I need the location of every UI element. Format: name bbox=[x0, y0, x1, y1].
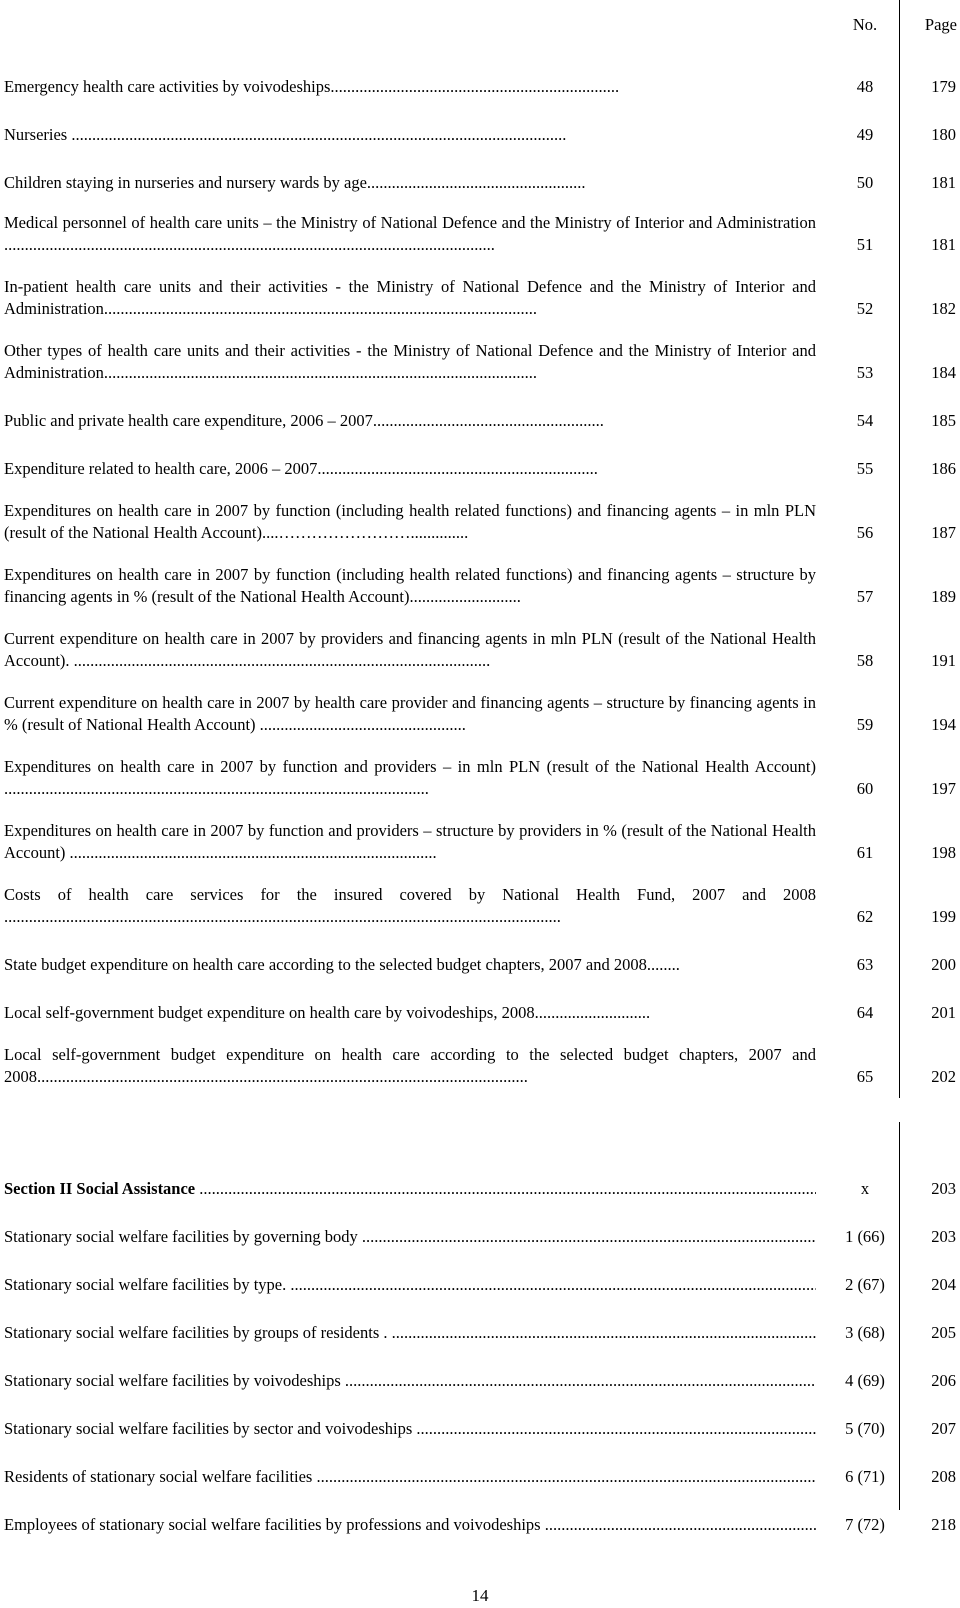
toc-entry-page: 187 bbox=[931, 523, 956, 542]
toc-entry-number: 63 bbox=[856, 955, 874, 974]
toc-entry-title: Public and private health care expenditure, 2006 – 2007........................................................ bbox=[4, 411, 604, 430]
toc-entry-page: 181 bbox=[931, 235, 956, 254]
toc-entry-title: Stationary social welfare facilities by voivodeships ..... bbox=[4, 1370, 816, 1392]
toc-entry-page: 185 bbox=[931, 411, 956, 430]
toc-entry-page: 191 bbox=[931, 651, 956, 670]
toc-entry-title: Expenditures on health care in 2007 by function and providers – structure by providers in % (result of the National Health Account) ......................................................................................... bbox=[4, 821, 816, 862]
toc-entry-page: 200 bbox=[931, 955, 956, 974]
toc-entry[interactable] bbox=[4, 0, 956, 1536]
toc-entry-number: 64 bbox=[856, 1003, 874, 1022]
toc-entry-title: Employees of stationary social welfare facilities by professions and voivodeships ..... bbox=[4, 1514, 816, 1536]
toc-entry-number: 6 (71) bbox=[845, 1467, 885, 1486]
toc-entry-number: 55 bbox=[856, 459, 874, 478]
toc-entry-number: 58 bbox=[856, 651, 874, 670]
section-title: Section II Social Assistance ..... bbox=[4, 1178, 816, 1200]
toc-entry-title: Medical personnel of health care units – the Ministry of National Defence and the Ministry of Interior and Administration ....................................................................................................................... bbox=[4, 213, 816, 254]
toc-entry-page: 184 bbox=[931, 363, 956, 382]
toc-entry-page: 208 bbox=[931, 1467, 956, 1486]
toc-entry-number: 62 bbox=[856, 907, 874, 926]
toc-entry-page: 206 bbox=[931, 1371, 956, 1390]
toc-entry-page: 203 bbox=[931, 1227, 956, 1246]
toc-entry-title: Expenditures on health care in 2007 by function (including health related functions) and financing agents – structure by financing agents in % (result of the National Health Account)........................... bbox=[4, 565, 816, 606]
toc-entry-title: Residents of stationary social welfare facilities ..... bbox=[4, 1466, 816, 1488]
toc-entry-number: 3 (68) bbox=[845, 1323, 885, 1342]
section-number: x bbox=[860, 1179, 870, 1198]
toc-entry-number: 61 bbox=[856, 843, 874, 862]
toc-entry-number: 60 bbox=[856, 779, 874, 798]
toc-entry-number: 5 (70) bbox=[845, 1419, 885, 1438]
toc-entry-page: 189 bbox=[931, 587, 956, 606]
toc-entry-title: Expenditures on health care in 2007 by function (including health related functions) and financing agents – in mln PLN (result of the National Health Account)....…………………….............. bbox=[4, 501, 816, 542]
toc-entry-page: 199 bbox=[931, 907, 956, 926]
toc-entry-number: 1 (66) bbox=[845, 1227, 885, 1246]
toc-entry-title: Current expenditure on health care in 2007 by providers and financing agents in mln PLN (result of the National Health Account). ..................................................................................................... bbox=[4, 629, 816, 670]
toc-entry-page: 201 bbox=[931, 1003, 956, 1022]
toc-entry-title: Stationary social welfare facilities by groups of residents . ..... bbox=[4, 1322, 816, 1344]
toc-entry-number: 65 bbox=[856, 1067, 874, 1086]
header-no-label: No. bbox=[852, 15, 878, 34]
toc-entry-title: Emergency health care activities by voivodeships...................................................................... bbox=[4, 77, 620, 96]
section-page: 203 bbox=[931, 1179, 956, 1198]
toc-entry-title: Other types of health care units and their activities - the Ministry of National Defence and the Ministry of Interior and Administration......................................................................................................... bbox=[4, 341, 816, 382]
toc-entry-title: In-patient health care units and their activities - the Ministry of National Defence and the Ministry of Interior and Administration......................................................................................................... bbox=[4, 277, 816, 318]
toc-entry-page: 182 bbox=[931, 299, 956, 318]
toc-entry-number: 2 (67) bbox=[845, 1275, 885, 1294]
toc-entry-title: Expenditures on health care in 2007 by function and providers – in mln PLN (result of the National Health Account) ....................................................................................................... bbox=[4, 757, 816, 798]
toc-entry-page: 186 bbox=[931, 459, 956, 478]
toc-entry-title: Children staying in nurseries and nursery wards by age..................................................... bbox=[4, 173, 586, 192]
toc-entry-page: 205 bbox=[931, 1323, 956, 1342]
toc-entry-number: 48 bbox=[856, 77, 874, 96]
toc-entry-page: 207 bbox=[931, 1419, 956, 1438]
toc-entry-title: Local self-government budget expenditure on health care by voivodeships, 2008............................ bbox=[4, 1003, 651, 1022]
toc-entry-title: Expenditure related to health care, 2006 – 2007.................................................................... bbox=[4, 459, 598, 478]
toc-entry-number: 54 bbox=[856, 411, 874, 430]
toc-entry-number: 57 bbox=[856, 587, 874, 606]
page-number: 14 bbox=[471, 1586, 489, 1605]
toc-entry-page: 181 bbox=[931, 173, 956, 192]
toc-entry-number: 49 bbox=[856, 125, 874, 144]
toc-entry-number: 53 bbox=[856, 363, 874, 382]
toc-entry-number: 51 bbox=[856, 235, 874, 254]
toc-entry-page: 194 bbox=[931, 715, 956, 734]
toc-entry-title: Stationary social welfare facilities by sector and voivodeships ..... bbox=[4, 1418, 816, 1440]
toc-entry-page: 202 bbox=[931, 1067, 956, 1086]
toc-entry-page: 179 bbox=[931, 77, 956, 96]
toc-entry-page: 198 bbox=[931, 843, 956, 862]
toc-entry-number: 52 bbox=[856, 299, 874, 318]
toc-entry-page: 197 bbox=[931, 779, 956, 798]
toc-entry-page: 180 bbox=[931, 125, 956, 144]
header-page-label: Page bbox=[924, 15, 957, 34]
toc-entry-number: 59 bbox=[856, 715, 874, 734]
toc-entry-number: 50 bbox=[856, 173, 874, 192]
toc-entry-number: 7 (72) bbox=[845, 1515, 885, 1534]
toc-entry-title: Nurseries ........................................................................................................................ bbox=[4, 125, 567, 144]
toc-entry-title: Stationary social welfare facilities by type. ..... bbox=[4, 1274, 816, 1296]
toc-entry-number: 4 (69) bbox=[845, 1371, 885, 1390]
toc-entry-title: Costs of health care services for the insured covered by National Health Fund, 2007 and 2008 ....................................................................................................................................... bbox=[4, 885, 816, 926]
toc-entry-page: 204 bbox=[931, 1275, 956, 1294]
toc-entry-page: 218 bbox=[931, 1515, 956, 1534]
toc-entry-title: Current expenditure on health care in 2007 by health care provider and financing agents – structure by financing agents in % (result of National Health Account) .................................................. bbox=[4, 693, 816, 734]
toc-entry-title: Local self-government budget expenditure on health care according to the selected budget chapters, 2007 and 2008....................................................................................................................... bbox=[4, 1045, 816, 1086]
toc-entry-number: 56 bbox=[856, 523, 874, 542]
toc-entry-title: State budget expenditure on health care according to the selected budget chapters, 2007 and 2008........ bbox=[4, 955, 680, 974]
toc-entry-title: Stationary social welfare facilities by governing body ..... bbox=[4, 1226, 816, 1248]
